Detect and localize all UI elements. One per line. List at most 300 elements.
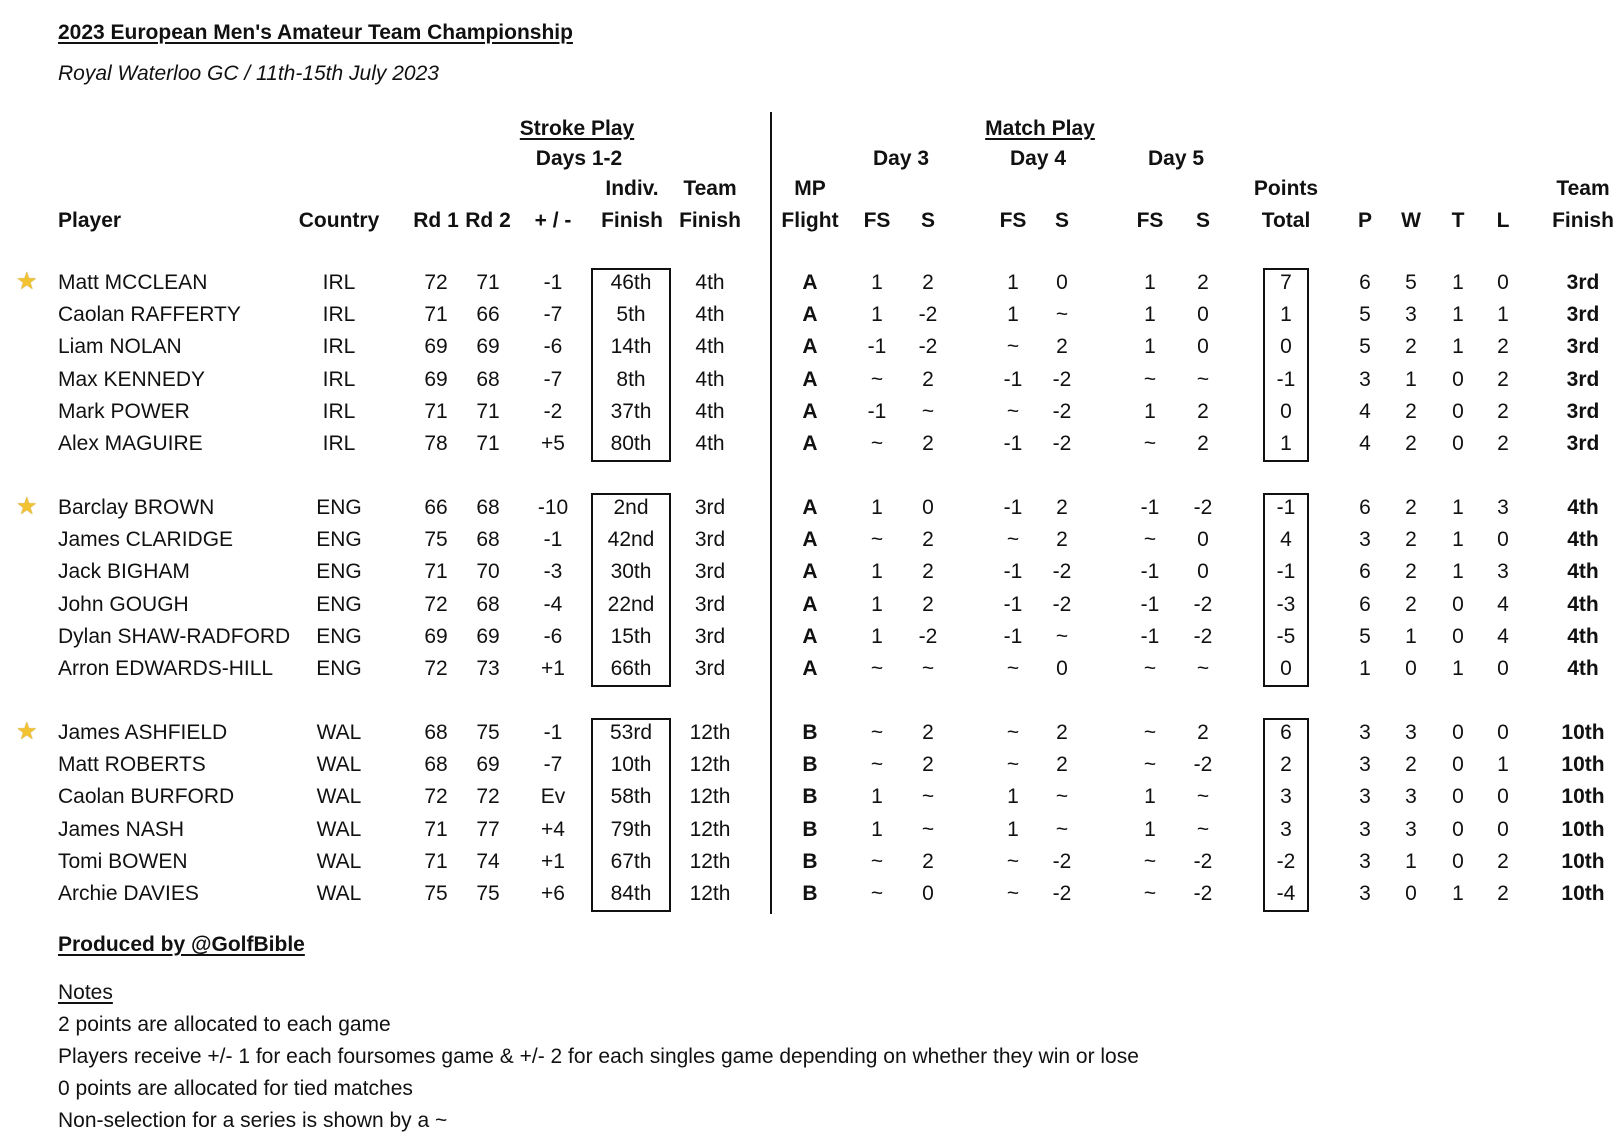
cell-final: 4th — [1567, 657, 1599, 680]
cell-indiv: 79th — [610, 817, 652, 841]
cell-d5s: 0 — [1197, 560, 1209, 584]
cell-t: 1 — [1452, 528, 1464, 552]
cell-d4fs: -1 — [1003, 496, 1023, 519]
cell-pm: -7 — [543, 753, 563, 777]
cell-d4fs: ~ — [1006, 753, 1020, 777]
cell-final: 3rd — [1566, 303, 1600, 327]
cell-d3s: 2 — [922, 721, 934, 744]
cell-l: 2 — [1497, 432, 1509, 455]
cell-t: 0 — [1452, 817, 1464, 841]
cell-rd1: 69 — [424, 335, 448, 359]
cell-d5fs: -1 — [1140, 592, 1160, 616]
cell-w: 3 — [1405, 785, 1417, 809]
cell-d4s: -2 — [1052, 560, 1072, 584]
cell-d3fs: ~ — [870, 528, 884, 552]
cell-d5fs: ~ — [1143, 849, 1157, 873]
cell-d5fs: ~ — [1143, 657, 1157, 680]
cell-d5s: 2 — [1197, 399, 1209, 423]
cell-d5fs: ~ — [1143, 882, 1157, 905]
cell-indiv: 37th — [610, 399, 652, 423]
cell-name: John GOUGH — [58, 592, 189, 616]
cell-l: 2 — [1497, 849, 1509, 873]
team-header-1: Team — [683, 177, 737, 200]
cell-team: 4th — [695, 399, 725, 423]
cell-flight: B — [802, 785, 818, 809]
cell-d3fs: -1 — [867, 399, 887, 423]
day-5-header: Day 5 — [1147, 147, 1205, 170]
star-icon: ★ — [16, 268, 38, 295]
cell-flight: B — [802, 753, 818, 777]
cell-d4fs: 1 — [1007, 785, 1019, 809]
cell-t: 0 — [1452, 432, 1464, 455]
cell-team: 12th — [689, 721, 731, 744]
cell-d4s: -2 — [1052, 367, 1072, 391]
cell-points: 6 — [1280, 721, 1292, 744]
cell-d5s: -2 — [1193, 592, 1213, 616]
cell-flight: A — [802, 432, 818, 455]
cell-d5s: ~ — [1196, 817, 1210, 841]
cell-team: 4th — [695, 271, 725, 294]
cell-d4fs: ~ — [1006, 882, 1020, 905]
cell-country: WAL — [316, 753, 362, 777]
cell-country: ENG — [316, 560, 362, 584]
cell-team: 12th — [689, 849, 731, 873]
cell-d4s: ~ — [1055, 303, 1069, 327]
cell-p: 6 — [1359, 560, 1371, 584]
cell-p: 3 — [1359, 721, 1371, 744]
cell-l: 1 — [1497, 303, 1509, 327]
cell-w: 2 — [1405, 335, 1417, 359]
cell-flight: B — [802, 817, 818, 841]
cell-d5fs: 1 — [1144, 335, 1156, 359]
cell-p: 3 — [1359, 528, 1371, 552]
cell-name: Liam NOLAN — [58, 335, 182, 359]
cell-w: 2 — [1405, 753, 1417, 777]
cell-d5fs: -1 — [1140, 624, 1160, 648]
cell-d3s: 0 — [922, 496, 934, 519]
cell-indiv: 30th — [610, 560, 652, 584]
cell-rd1: 78 — [424, 432, 448, 455]
cell-team: 4th — [695, 432, 725, 455]
cell-d4s: ~ — [1055, 817, 1069, 841]
cell-rd1: 75 — [424, 882, 448, 905]
cell-l: 0 — [1497, 657, 1509, 680]
cell-country: IRL — [322, 335, 356, 359]
cell-name: Matt MCCLEAN — [58, 271, 208, 294]
cell-country: WAL — [316, 882, 362, 905]
cell-flight: A — [802, 560, 818, 584]
cell-pm: +4 — [541, 817, 565, 841]
cell-p: 3 — [1359, 367, 1371, 391]
cell-pm: -1 — [543, 528, 563, 552]
cell-flight: B — [802, 882, 818, 905]
cell-d5fs: ~ — [1143, 753, 1157, 777]
cell-d4s: -2 — [1052, 592, 1072, 616]
cell-country: IRL — [322, 399, 356, 423]
cell-d4fs: ~ — [1006, 849, 1020, 873]
cell-w: 2 — [1405, 399, 1417, 423]
cell-country: ENG — [316, 657, 362, 680]
mp-header-2: Flight — [781, 209, 839, 232]
cell-p: 1 — [1359, 657, 1371, 680]
cell-pm: -1 — [543, 721, 563, 744]
day5-fs-header: FS — [1136, 209, 1164, 232]
cell-p: 3 — [1359, 817, 1371, 841]
cell-indiv: 46th — [610, 271, 652, 294]
cell-t: 0 — [1452, 753, 1464, 777]
cell-country: IRL — [322, 303, 356, 327]
cell-l: 2 — [1497, 367, 1509, 391]
cell-d4fs: ~ — [1006, 335, 1020, 359]
cell-flight: B — [802, 721, 818, 744]
cell-d4fs: ~ — [1006, 528, 1020, 552]
cell-rd2: 69 — [476, 753, 500, 777]
star-icon: ★ — [16, 493, 38, 520]
team-finish-header-2: Finish — [1552, 209, 1614, 232]
cell-d5s: ~ — [1196, 785, 1210, 809]
cell-pm: -7 — [543, 367, 563, 391]
cell-d4s: 2 — [1056, 753, 1068, 777]
cell-rd1: 75 — [424, 528, 448, 552]
rd2-header: Rd 2 — [465, 209, 511, 232]
cell-t: 1 — [1452, 271, 1464, 294]
cell-name: Jack BIGHAM — [58, 560, 190, 584]
cell-pm: +1 — [541, 657, 565, 680]
cell-d5fs: 1 — [1144, 303, 1156, 327]
cell-d5s: 2 — [1197, 432, 1209, 455]
cell-t: 1 — [1452, 496, 1464, 519]
cell-indiv: 66th — [610, 657, 652, 680]
cell-indiv: 53rd — [609, 721, 653, 744]
cell-rd1: 72 — [424, 271, 448, 294]
cell-final: 4th — [1567, 496, 1599, 519]
cell-p: 6 — [1359, 271, 1371, 294]
cell-d5fs: 1 — [1144, 817, 1156, 841]
cell-country: WAL — [316, 849, 362, 873]
cell-name: Caolan BURFORD — [58, 785, 235, 809]
cell-l: 0 — [1497, 785, 1509, 809]
cell-flight: A — [802, 271, 818, 294]
cell-d3fs: ~ — [870, 367, 884, 391]
cell-w: 2 — [1405, 496, 1417, 519]
cell-final: 4th — [1567, 592, 1599, 616]
cell-d4s: -2 — [1052, 849, 1072, 873]
cell-rd2: 66 — [476, 303, 500, 327]
cell-d5s: -2 — [1193, 849, 1213, 873]
cell-rd1: 72 — [424, 592, 448, 616]
cell-rd1: 71 — [424, 849, 448, 873]
cell-pm: -10 — [537, 496, 569, 519]
cell-d4fs: -1 — [1003, 367, 1023, 391]
cell-team: 3rd — [694, 528, 726, 552]
cell-t: 0 — [1452, 849, 1464, 873]
day3-fs-header: FS — [863, 209, 891, 232]
cell-rd2: 71 — [476, 271, 500, 294]
cell-points: 7 — [1280, 271, 1292, 294]
cell-d4s: 2 — [1056, 496, 1068, 519]
cell-p: 6 — [1359, 592, 1371, 616]
cell-rd2: 75 — [476, 882, 500, 905]
cell-rd2: 71 — [476, 399, 500, 423]
cell-team: 12th — [689, 753, 731, 777]
cell-final: 10th — [1561, 721, 1605, 744]
cell-d4s: 2 — [1056, 721, 1068, 744]
cell-points: -1 — [1276, 367, 1296, 391]
day4-fs-header: FS — [999, 209, 1027, 232]
produced-by: Produced by @GolfBible — [58, 933, 305, 956]
cell-team: 3rd — [694, 657, 726, 680]
cell-final: 10th — [1561, 785, 1605, 809]
cell-rd2: 71 — [476, 432, 500, 455]
match-play-header: Match Play — [985, 117, 1095, 140]
cell-points: -3 — [1276, 592, 1296, 616]
cell-flight: A — [802, 335, 818, 359]
cell-rd1: 71 — [424, 560, 448, 584]
cell-d5s: -2 — [1193, 882, 1213, 905]
cell-d3s: 2 — [922, 271, 934, 294]
cell-d3s: 2 — [922, 528, 934, 552]
cell-d3s: ~ — [921, 785, 935, 809]
cell-d5s: -2 — [1193, 624, 1213, 648]
cell-pm: -6 — [543, 335, 563, 359]
cell-l: 2 — [1497, 335, 1509, 359]
cell-points: -1 — [1276, 496, 1296, 519]
cell-w: 2 — [1405, 560, 1417, 584]
cell-indiv: 5th — [616, 303, 646, 327]
cell-flight: A — [802, 528, 818, 552]
cell-indiv: 10th — [610, 753, 652, 777]
cell-team: 3rd — [694, 496, 726, 519]
cell-final: 4th — [1567, 528, 1599, 552]
cell-points: 2 — [1280, 753, 1292, 777]
cell-rd1: 71 — [424, 817, 448, 841]
cell-pm: -7 — [543, 303, 563, 327]
cell-l: 1 — [1497, 753, 1509, 777]
cell-rd1: 72 — [424, 785, 448, 809]
cell-pm: -6 — [543, 624, 563, 648]
cell-country: WAL — [316, 817, 362, 841]
cell-rd1: 69 — [424, 624, 448, 648]
cell-d3fs: 1 — [871, 560, 883, 584]
cell-w: 0 — [1405, 882, 1417, 905]
plus-minus-header: + / - — [534, 209, 572, 232]
cell-flight: A — [802, 399, 818, 423]
cell-team: 12th — [689, 785, 731, 809]
cell-d5s: 2 — [1197, 271, 1209, 294]
cell-name: Max KENNEDY — [58, 367, 206, 391]
cell-rd2: 68 — [476, 528, 500, 552]
cell-rd2: 70 — [476, 560, 500, 584]
cell-t: 0 — [1452, 399, 1464, 423]
cell-d3fs: ~ — [870, 882, 884, 905]
rd1-header: Rd 1 — [413, 209, 459, 232]
cell-rd2: 75 — [476, 721, 500, 744]
cell-name: Matt ROBERTS — [58, 753, 206, 777]
cell-d4s: 0 — [1056, 271, 1068, 294]
day3-s-header: S — [920, 209, 936, 232]
t-header: T — [1451, 209, 1465, 232]
cell-name: James CLARIDGE — [58, 528, 234, 552]
page-subtitle: Royal Waterloo GC / 11th-15th July 2023 — [58, 62, 439, 85]
cell-points: -1 — [1276, 560, 1296, 584]
cell-t: 1 — [1452, 303, 1464, 327]
cell-rd2: 68 — [476, 496, 500, 519]
cell-d5s: -2 — [1193, 753, 1213, 777]
indiv-header-2: Finish — [601, 209, 663, 232]
cell-pm: -4 — [543, 592, 563, 616]
cell-d3fs: 1 — [871, 817, 883, 841]
cell-d5fs: ~ — [1143, 721, 1157, 744]
cell-name: Arron EDWARDS-HILL — [58, 657, 274, 680]
cell-pm: +5 — [541, 432, 565, 455]
cell-d3fs: 1 — [871, 271, 883, 294]
cell-d3s: -2 — [918, 303, 938, 327]
cell-points: 1 — [1280, 432, 1292, 455]
cell-final: 3rd — [1566, 432, 1600, 455]
cell-d3fs: 1 — [871, 303, 883, 327]
notes-heading: Notes — [58, 981, 113, 1004]
cell-w: 1 — [1405, 624, 1417, 648]
cell-name: Archie DAVIES — [58, 882, 199, 905]
cell-d5fs: ~ — [1143, 528, 1157, 552]
w-header: W — [1401, 209, 1421, 232]
cell-name: Tomi BOWEN — [58, 849, 188, 873]
l-header: L — [1496, 209, 1510, 232]
cell-flight: A — [802, 496, 818, 519]
cell-d5s: 2 — [1197, 721, 1209, 744]
cell-rd1: 68 — [424, 721, 448, 744]
cell-d4s: -2 — [1052, 432, 1072, 455]
cell-points: 0 — [1280, 335, 1292, 359]
cell-flight: A — [802, 303, 818, 327]
cell-d5s: 0 — [1197, 335, 1209, 359]
cell-p: 5 — [1359, 303, 1371, 327]
cell-w: 3 — [1405, 817, 1417, 841]
cell-t: 0 — [1452, 721, 1464, 744]
cell-points: -5 — [1276, 624, 1296, 648]
cell-d4s: 2 — [1056, 528, 1068, 552]
cell-team: 12th — [689, 882, 731, 905]
cell-t: 1 — [1452, 657, 1464, 680]
cell-d3fs: 1 — [871, 785, 883, 809]
stroke-play-header: Stroke Play — [519, 117, 635, 140]
cell-l: 3 — [1497, 560, 1509, 584]
cell-d3s: -2 — [918, 335, 938, 359]
cell-name: Barclay BROWN — [58, 496, 215, 519]
star-icon: ★ — [16, 718, 38, 745]
cell-d4fs: 1 — [1007, 817, 1019, 841]
cell-l: 0 — [1497, 721, 1509, 744]
cell-d3fs: 1 — [871, 496, 883, 519]
cell-p: 3 — [1359, 785, 1371, 809]
cell-points: 0 — [1280, 657, 1292, 680]
team-header-2: Finish — [679, 209, 741, 232]
cell-final: 4th — [1567, 624, 1599, 648]
day-3-header: Day 3 — [872, 147, 930, 170]
cell-d4fs: -1 — [1003, 560, 1023, 584]
cell-name: Mark POWER — [58, 399, 190, 423]
cell-points: 3 — [1280, 785, 1292, 809]
cell-final: 3rd — [1566, 271, 1600, 294]
note-line: Players receive +/- 1 for each foursomes game & +/- 2 for each singles game depending on whether they win or lose — [58, 1045, 1139, 1068]
cell-pm: -1 — [543, 271, 563, 294]
cell-t: 0 — [1452, 785, 1464, 809]
cell-l: 0 — [1497, 817, 1509, 841]
note-line: Non-selection for a series is shown by a ~ — [58, 1109, 448, 1132]
cell-d5fs: ~ — [1143, 367, 1157, 391]
points-header-1: Points — [1253, 177, 1319, 200]
cell-flight: A — [802, 367, 818, 391]
cell-d4s: ~ — [1055, 785, 1069, 809]
cell-rd1: 68 — [424, 753, 448, 777]
cell-pm: -2 — [543, 399, 563, 423]
cell-rd2: 77 — [476, 817, 500, 841]
cell-final: 4th — [1567, 560, 1599, 584]
cell-country: IRL — [322, 271, 356, 294]
cell-country: IRL — [322, 432, 356, 455]
note-line: 0 points are allocated for tied matches — [58, 1077, 413, 1100]
cell-d3s: 2 — [922, 432, 934, 455]
cell-w: 3 — [1405, 721, 1417, 744]
cell-d3fs: 1 — [871, 592, 883, 616]
cell-country: ENG — [316, 528, 362, 552]
cell-rd1: 71 — [424, 303, 448, 327]
cell-points: -4 — [1276, 882, 1296, 905]
cell-w: 3 — [1405, 303, 1417, 327]
cell-l: 2 — [1497, 399, 1509, 423]
cell-name: James NASH — [58, 817, 185, 841]
cell-indiv: 14th — [610, 335, 652, 359]
cell-team: 4th — [695, 303, 725, 327]
cell-d4fs: -1 — [1003, 592, 1023, 616]
points-header-2: Total — [1261, 209, 1311, 232]
section-divider — [770, 112, 772, 914]
cell-d4fs: 1 — [1007, 303, 1019, 327]
cell-t: 0 — [1452, 624, 1464, 648]
cell-d3fs: ~ — [870, 657, 884, 680]
cell-pm: +6 — [541, 882, 565, 905]
cell-d3s: ~ — [921, 657, 935, 680]
cell-name: Caolan RAFFERTY — [58, 303, 241, 327]
cell-d5fs: 1 — [1144, 271, 1156, 294]
cell-w: 2 — [1405, 528, 1417, 552]
cell-d5fs: -1 — [1140, 560, 1160, 584]
cell-final: 3rd — [1566, 399, 1600, 423]
team-finish-header-1: Team — [1556, 177, 1610, 200]
cell-pm: +1 — [541, 849, 565, 873]
cell-l: 3 — [1497, 496, 1509, 519]
cell-d5s: ~ — [1196, 657, 1210, 680]
cell-final: 10th — [1561, 817, 1605, 841]
cell-rd2: 69 — [476, 335, 500, 359]
cell-d3fs: ~ — [870, 721, 884, 744]
cell-rd2: 69 — [476, 624, 500, 648]
cell-t: 1 — [1452, 560, 1464, 584]
cell-d4fs: -1 — [1003, 432, 1023, 455]
cell-d3s: 2 — [922, 592, 934, 616]
cell-d5fs: -1 — [1140, 496, 1160, 519]
cell-d5fs: ~ — [1143, 432, 1157, 455]
cell-d5s: 0 — [1197, 528, 1209, 552]
cell-p: 5 — [1359, 335, 1371, 359]
player-header: Player — [58, 209, 122, 232]
cell-d4s: 2 — [1056, 335, 1068, 359]
cell-d4fs: 1 — [1007, 271, 1019, 294]
cell-country: ENG — [316, 624, 362, 648]
cell-points: 0 — [1280, 399, 1292, 423]
cell-d5s: -2 — [1193, 496, 1213, 519]
cell-d5s: ~ — [1196, 367, 1210, 391]
